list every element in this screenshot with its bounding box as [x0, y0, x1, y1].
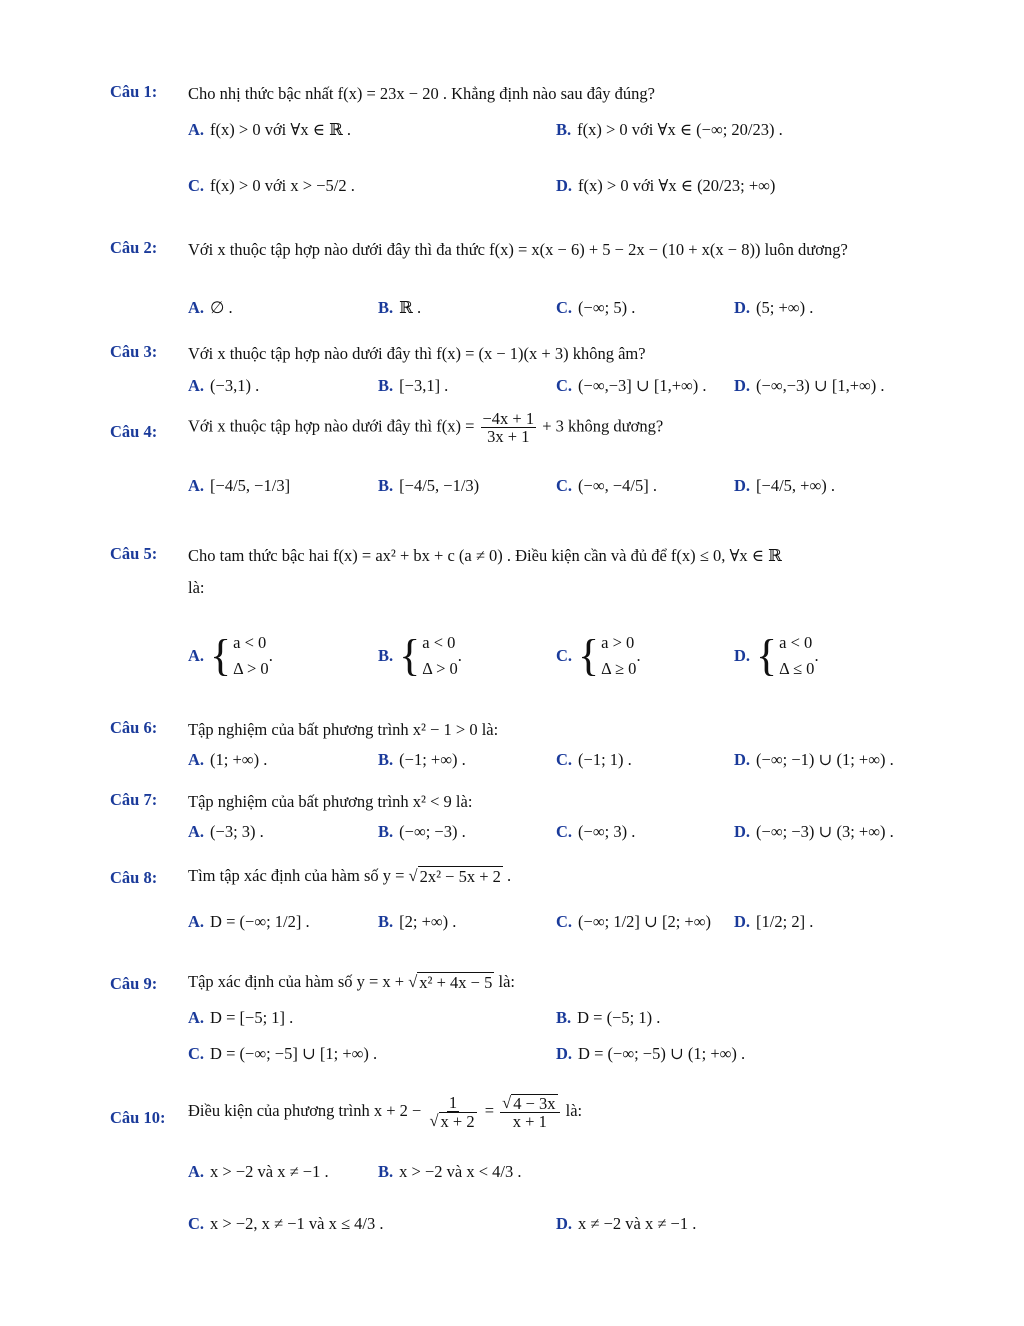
brace-glyph: { [210, 631, 232, 680]
brace-glyph: { [578, 631, 600, 680]
option-text: (−∞; −1) ∪ (1; +∞) . [756, 750, 894, 769]
option-a[interactable]: A. { a < 0 Δ > 0 . [188, 631, 273, 680]
option-d[interactable]: D. [1/2; 2] . [734, 912, 814, 931]
question-label: Câu 4: [110, 422, 158, 441]
question-stem: Điều kiện của phương trình x + 2 − 1 √ x + 2 = √ 4 − 3x x + 1 là: [188, 1093, 583, 1132]
option-b[interactable]: B. [−3,1] . [378, 376, 449, 395]
option-d[interactable]: D. f(x) > 0 với ∀x ∈ (20/23; +∞) [556, 176, 776, 195]
option-text: f(x) > 0 với ∀x ∈ (20/23; +∞) [578, 176, 776, 195]
option-text: (−3; 3) . [210, 822, 264, 841]
sqrt-expression: √ 2x² − 5x + 2 [408, 866, 501, 886]
stem-fraction-2: √ 4 − 3x x + 1 [500, 1094, 559, 1131]
option-text: ℝ . [399, 298, 422, 317]
condition-system: { a < 0 Δ ≤ 0 [756, 631, 815, 680]
option-text: (−∞,−3] ∪ [1,+∞) . [578, 376, 707, 395]
option-a[interactable]: A. (−3,1) . [188, 376, 260, 395]
question-label: Câu 10: [110, 1108, 166, 1127]
option-text: f(x) > 0 với x > −5/2 . [210, 176, 355, 195]
option-d[interactable]: D. { a < 0 Δ ≤ 0 . [734, 631, 819, 680]
question-label: Câu 7: [110, 790, 158, 809]
question-label: Câu 6: [110, 718, 158, 737]
option-d[interactable]: D. (5; +∞) . [734, 298, 814, 317]
option-b[interactable]: B. x > −2 và x < 4/3 . [378, 1162, 522, 1181]
condition-system: { a < 0 Δ > 0 [399, 631, 458, 680]
question-4 [110, 410, 930, 520]
question-5 [110, 540, 930, 700]
option-text: (−1; +∞) . [399, 750, 466, 769]
stem-fraction-1: 1 √ x + 2 [429, 1093, 475, 1132]
option-text: (−∞; −3) ∪ (3; +∞) . [756, 822, 894, 841]
option-b[interactable]: B. (−∞; −3) . [378, 822, 466, 841]
question-stem: Tập nghiệm của bất phương trình x² < 9 là: [188, 792, 473, 811]
sqrt-glyph: √ [408, 972, 418, 991]
option-text: x > −2 và x < 4/3 . [399, 1162, 522, 1181]
option-c[interactable]: C. (−∞; 3) . [556, 822, 636, 841]
question-label: Câu 1: [110, 82, 158, 101]
option-text: (−1; 1) . [578, 750, 632, 769]
question-stem-line2: là: [188, 578, 205, 597]
option-b[interactable]: B. { a < 0 Δ > 0 . [378, 631, 462, 680]
option-a[interactable]: A. D = [−5; 1] . [188, 1008, 294, 1027]
option-d[interactable]: D. D = (−∞; −5) ∪ (1; +∞) . [556, 1044, 746, 1063]
option-text: D = (−∞; −5] ∪ [1; +∞) . [210, 1044, 378, 1063]
question-6 [110, 714, 930, 778]
option-c[interactable]: C. { a > 0 Δ ≥ 0 . [556, 631, 641, 680]
question-stem: Tập xác định của hàm số y = x + √ x² + 4x − 5 là: [188, 972, 515, 992]
option-text: D = (−∞; −5) ∪ (1; +∞) . [578, 1044, 746, 1063]
option-b[interactable]: B. (−1; +∞) . [378, 750, 466, 769]
option-c[interactable]: C. (−1; 1) . [556, 750, 632, 769]
option-d[interactable]: D. (−∞; −3) ∪ (3; +∞) . [734, 822, 894, 841]
question-2 [110, 234, 930, 326]
option-b[interactable]: B. ℝ . [378, 298, 422, 317]
sqrt-glyph: √ [408, 866, 418, 885]
option-text: (−3,1) . [210, 376, 260, 395]
option-text: (1; +∞) . [210, 750, 268, 769]
option-b[interactable]: B. f(x) > 0 với ∀x ∈ (−∞; 20/23) . [556, 120, 783, 139]
sqrt-glyph: √ [429, 1111, 439, 1131]
option-text: (−∞; 1/2] ∪ [2; +∞) [578, 912, 711, 931]
option-a[interactable]: A. (−3; 3) . [188, 822, 264, 841]
option-text: [2; +∞) . [399, 912, 457, 931]
option-text: (−∞, −4/5] . [578, 476, 657, 495]
question-stem: Với x thuộc tập hợp nào dưới đây thì f(x) = (x − 1)(x + 3) không âm? [188, 344, 646, 363]
question-stem: Với x thuộc tập hợp nào dưới đây thì đa thức f(x) = x(x − 6) + 5 − 2x − (10 + x(x − 8)) luôn dương? [188, 240, 848, 259]
option-c[interactable]: C. x > −2, x ≠ −1 và x ≤ 4/3 . [188, 1214, 384, 1233]
option-text: (−∞; −3) . [399, 822, 466, 841]
option-a[interactable]: A. f(x) > 0 với ∀x ∈ ℝ . [188, 120, 352, 139]
option-text: [1/2; 2] . [756, 912, 814, 931]
option-text: f(x) > 0 với ∀x ∈ (−∞; 20/23) . [577, 120, 783, 139]
option-text: [−4/5, −1/3) [399, 476, 480, 495]
option-text: (−∞,−3) ∪ [1,+∞) . [756, 376, 885, 395]
option-text: (−∞; 3) . [578, 822, 636, 841]
option-d[interactable]: D. [−4/5, +∞) . [734, 476, 835, 495]
condition-system: { a > 0 Δ ≥ 0 [578, 631, 637, 680]
sqrt-glyph: √ [502, 1093, 512, 1112]
question-stem: Cho nhị thức bậc nhất f(x) = 23x − 20 . Khẳng định nào sau đây đúng? [188, 84, 656, 103]
option-a[interactable]: A. (1; +∞) . [188, 750, 268, 769]
condition-system: { a < 0 Δ > 0 [210, 631, 269, 680]
option-text: x > −2, x ≠ −1 và x ≤ 4/3 . [210, 1214, 384, 1233]
option-text: [−4/5, −1/3] [210, 476, 291, 495]
question-1 [110, 78, 930, 228]
option-d[interactable]: D. (−∞,−3) ∪ [1,+∞) . [734, 376, 885, 395]
question-stem: Cho tam thức bậc hai f(x) = ax² + bx + c (a ≠ 0) . Điều kiện cần và đủ để f(x) ≤ 0, ∀x ∈ ℝ [188, 546, 782, 565]
option-c[interactable]: C. (−∞,−3] ∪ [1,+∞) . [556, 376, 707, 395]
question-7 [110, 786, 930, 850]
sqrt-expression: √ x² + 4x − 5 [408, 972, 493, 992]
option-text: f(x) > 0 với ∀x ∈ ℝ . [210, 120, 352, 139]
option-c[interactable]: C. f(x) > 0 với x > −5/2 . [188, 176, 355, 195]
question-stem: Tìm tập xác định của hàm số y = √ 2x² − 5x + 2 . [188, 866, 512, 886]
question-3 [110, 338, 930, 402]
option-text: D = (−∞; 1/2] . [210, 912, 310, 931]
option-b[interactable]: B. [−4/5, −1/3) [378, 476, 480, 495]
question-label: Câu 5: [110, 544, 158, 563]
stem-fraction: $\frac{-4x + 1}{3x + 1}$ [482, 409, 535, 447]
question-10 [110, 1094, 930, 1264]
option-text: ∅ . [210, 298, 233, 317]
option-text: (−∞; 5) . [578, 298, 636, 317]
option-text: x ≠ −2 và x ≠ −1 . [578, 1214, 697, 1233]
option-a[interactable]: A. D = (−∞; 1/2] . [188, 912, 310, 931]
question-stem: Với x thuộc tập hợp nào dưới đây thì f(x) = $\frac{-4x + 1}{3x + 1}$ + 3 không dương? [188, 409, 664, 447]
option-a[interactable]: A. ∅ . [188, 298, 233, 317]
question-8 [110, 862, 930, 958]
option-text: [−4/5, +∞) . [756, 476, 835, 495]
option-b[interactable]: B. D = (−5; 1) . [556, 1008, 661, 1027]
brace-glyph: { [756, 631, 778, 680]
option-text: (5; +∞) . [756, 298, 814, 317]
option-a[interactable]: A. [−4/5, −1/3] [188, 476, 291, 495]
option-text: [−3,1] . [399, 376, 449, 395]
option-d[interactable]: D. x ≠ −2 và x ≠ −1 . [556, 1214, 697, 1233]
option-text: x > −2 và x ≠ −1 . [210, 1162, 329, 1181]
question-label: Câu 9: [110, 974, 158, 993]
option-c[interactable]: C. (−∞; 1/2] ∪ [2; +∞) [556, 912, 711, 931]
option-c[interactable]: C. (−∞, −4/5] . [556, 476, 657, 495]
option-c[interactable]: C. D = (−∞; −5] ∪ [1; +∞) . [188, 1044, 378, 1063]
option-text: D = (−5; 1) . [577, 1008, 661, 1027]
option-c[interactable]: C. (−∞; 5) . [556, 298, 636, 317]
question-label: Câu 3: [110, 342, 158, 361]
option-text: D = [−5; 1] . [210, 1008, 294, 1027]
option-b[interactable]: B. [2; +∞) . [378, 912, 457, 931]
question-label: Câu 2: [110, 238, 158, 257]
question-label: Câu 8: [110, 868, 158, 887]
option-a[interactable]: A. x > −2 và x ≠ −1 . [188, 1162, 329, 1181]
option-d[interactable]: D. (−∞; −1) ∪ (1; +∞) . [734, 750, 894, 769]
question-stem: Tập nghiệm của bất phương trình x² − 1 > 0 là: [188, 720, 499, 739]
brace-glyph: { [399, 631, 421, 680]
question-9 [110, 968, 930, 1078]
